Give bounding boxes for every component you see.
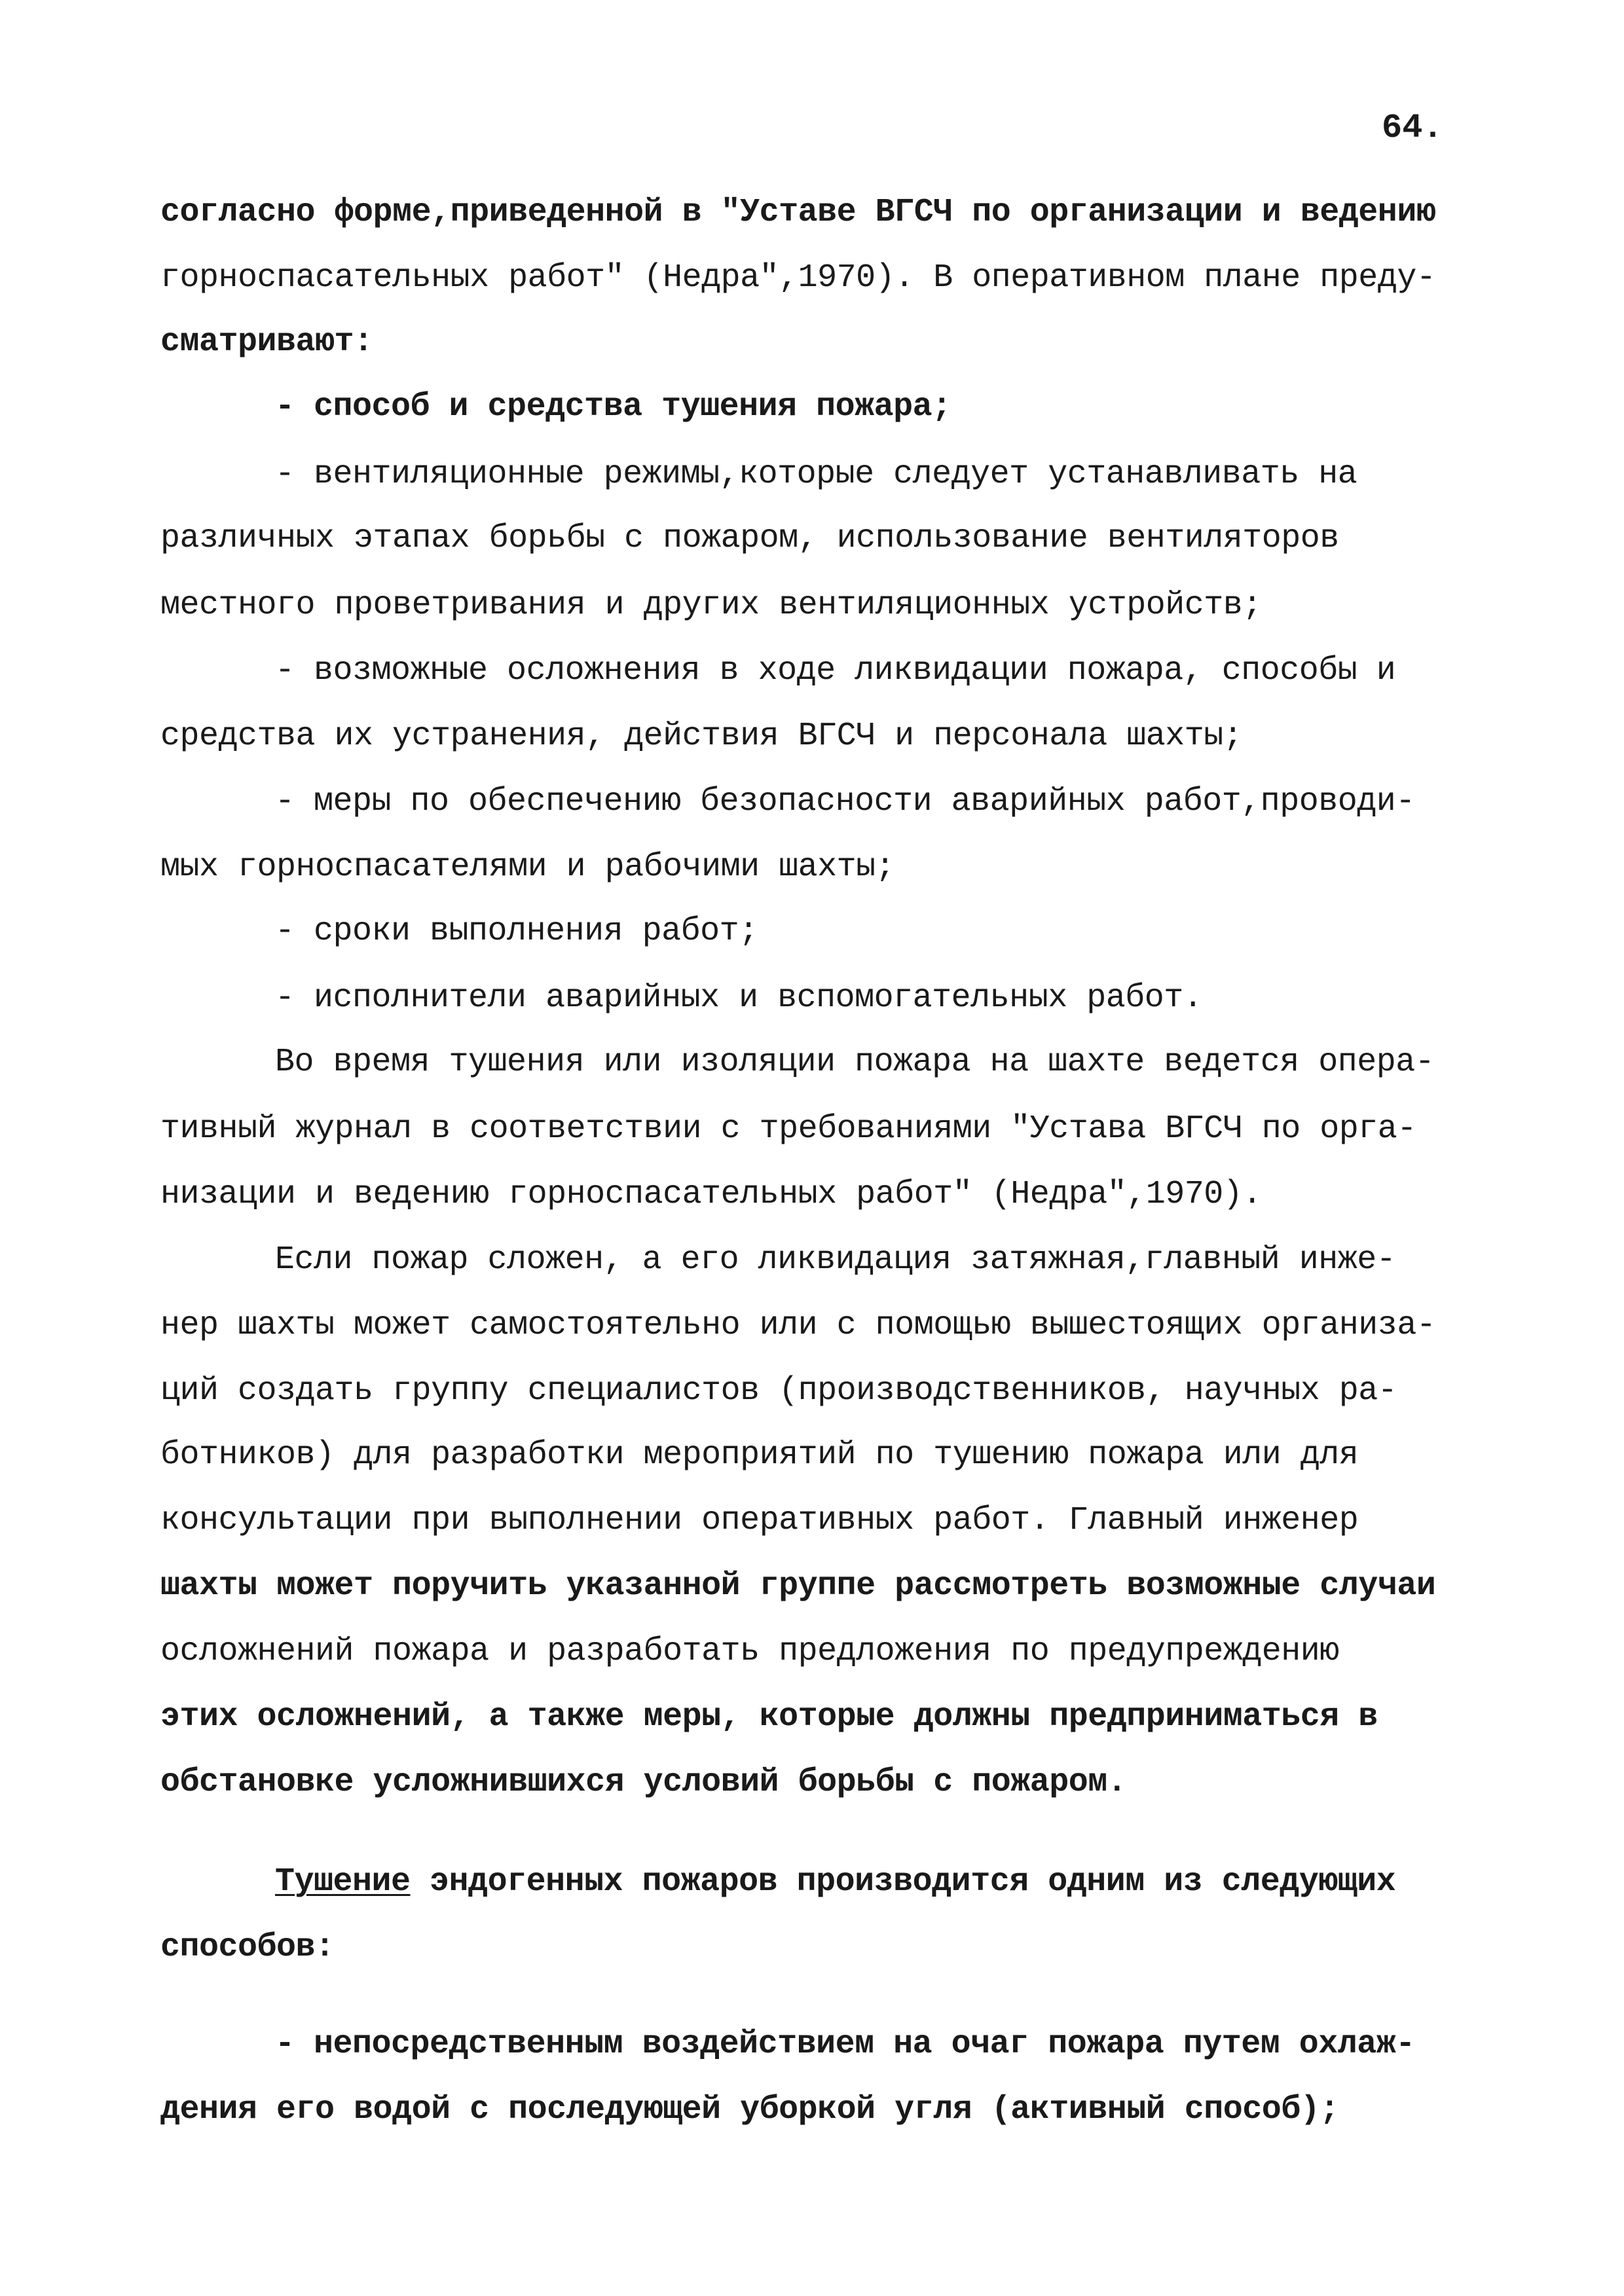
text-line: сматривают: (160, 323, 373, 361)
underlined-word: Тушение (275, 1863, 411, 1901)
text-line: тивный журнал в соответствии с требованиями "Устава ВГСЧ по орга- (160, 1110, 1416, 1148)
text-line: - непосредственным воздействием на очаг пожара путем охлаж- (275, 2026, 1415, 2063)
page-number: 64. (1382, 109, 1443, 147)
text-line: дения его водой с последующей уборкой угля (активный способ); (160, 2091, 1339, 2128)
text-line: ботников) для разработки мероприятий по тушению пожара или для (160, 1436, 1359, 1474)
text-line: Если пожар сложен, а его ликвидация затяжная,главный инже- (275, 1241, 1396, 1279)
text-line: - вентиляционные режимы,которые следует устанавливать на (275, 456, 1357, 493)
text-line: согласно форме,приведенной в "Уставе ВГСЧ по организации и ведению (160, 194, 1436, 231)
text-line: горноспасательных работ" (Недра",1970). В оперативном плане преду- (160, 259, 1436, 297)
text-line: нер шахты может самостоятельно или с помощью вышестоящих организа- (160, 1307, 1436, 1344)
text-line: - возможные осложнения в ходе ликвидации пожара, способы и (275, 652, 1396, 689)
text-line: осложнений пожара и разработать предложения по предупреждению (160, 1633, 1339, 1670)
text-line: средства их устранения, действия ВГСЧ и персонала шахты; (160, 718, 1243, 755)
text-line: ций создать группу специалистов (производственников, научных ра- (160, 1372, 1397, 1410)
text-line: способов: (160, 1929, 335, 1966)
text-line: - меры по обеспечению безопасности аварийных работ,проводи- (275, 783, 1415, 820)
text-fragment: эндогенных пожаров производится одним из следующих (410, 1863, 1396, 1901)
text-line: низации и ведению горноспасательных работ" (Недра",1970). (160, 1176, 1262, 1213)
text-line (275, 1863, 1522, 1901)
text-line: различных этапах борьбы с пожаром, использование вентиляторов (160, 520, 1339, 557)
text-line: - исполнители аварийных и вспомогательных работ. (275, 979, 1203, 1017)
text-line: шахты может поручить указанной группе рассмотреть возможные случаи (160, 1567, 1436, 1605)
text-line: - способ и средства тушения пожара; (275, 388, 951, 426)
text-line: обстановке усложнившихся условий борьбы с пожаром. (160, 1764, 1127, 1801)
text-line: местного проветривания и других вентиляционных устройств; (160, 587, 1262, 624)
text-line: консультации при выполнении оперативных работ. Главный инженер (160, 1502, 1359, 1539)
text-line: этих осложнений, а также меры, которые должны предприниматься в (160, 1698, 1378, 1736)
text-line: мых горноспасателями и рабочими шахты; (160, 848, 895, 886)
text-line: - сроки выполнения работ; (275, 913, 758, 950)
text-line: Во время тушения или изоляции пожара на шахте ведется опера- (275, 1044, 1435, 1081)
